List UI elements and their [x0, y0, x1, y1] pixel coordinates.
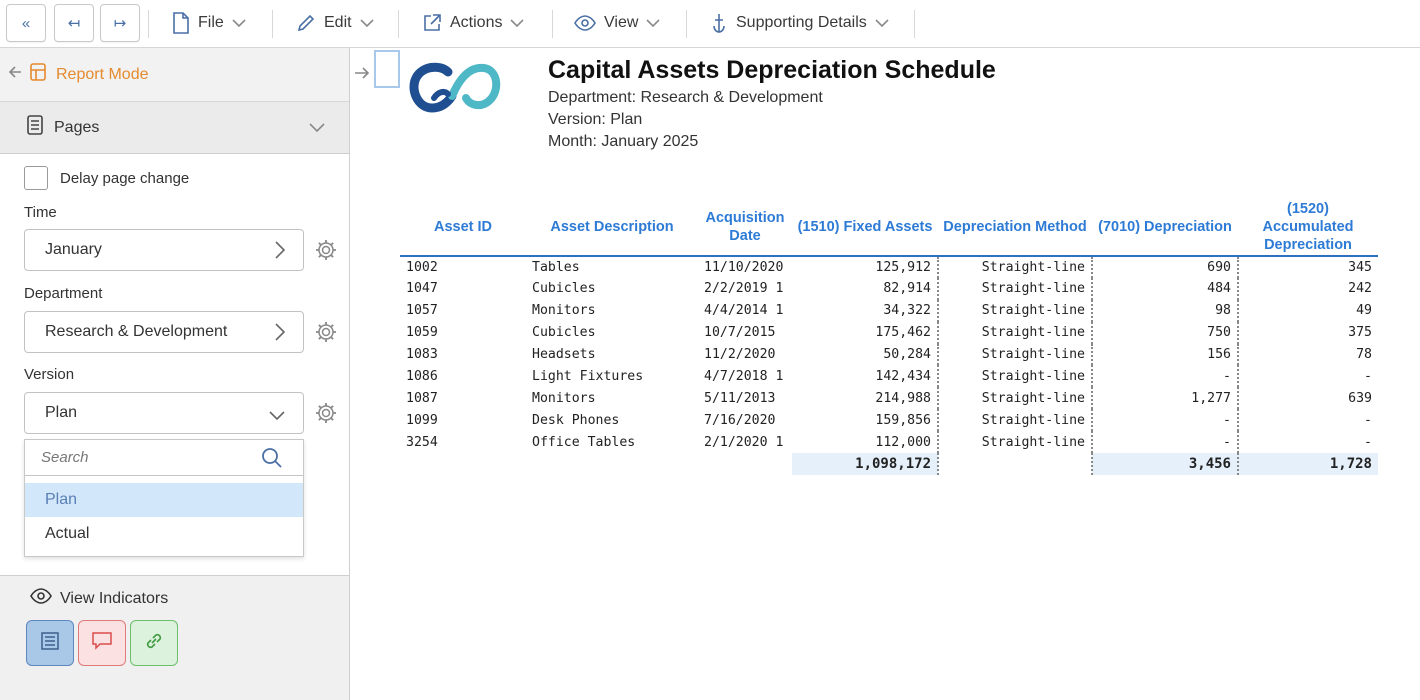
version-search-input[interactable] [25, 440, 303, 476]
version-label: Version [24, 366, 75, 383]
table-cell-desc[interactable]: Headsets [532, 347, 596, 362]
report-version-line: Version: Plan [548, 111, 643, 128]
empty-cell [400, 453, 526, 475]
chevron-down-icon [360, 19, 374, 28]
table-body [400, 256, 1378, 475]
view-indicators[interactable] [30, 588, 168, 609]
table-cell-desc[interactable]: Monitors [532, 390, 596, 406]
indicator-comments-toggle[interactable] [26, 620, 74, 666]
table-cell-accum[interactable]: 375 [1348, 325, 1372, 341]
external-link-icon [422, 13, 442, 33]
table-row[interactable] [400, 322, 1378, 344]
table-row[interactable] [400, 278, 1378, 300]
table-cell-date[interactable]: 5/11/2013 [704, 390, 776, 406]
version-value: Plan [45, 404, 78, 421]
pages-label: Pages [54, 118, 100, 136]
table-cell-method[interactable]: Straight-line [938, 344, 1092, 366]
department-label: Department [24, 285, 103, 302]
report-mode-label: Report Mode [56, 65, 149, 83]
table-cell-method[interactable]: Straight-line [938, 322, 1092, 344]
chevron-down-icon [646, 19, 660, 28]
total-accumulated-depreciation[interactable]: 1,728 [1238, 453, 1378, 475]
column-header: (1510) Fixed Assets [792, 198, 938, 256]
next-button[interactable] [100, 4, 140, 42]
table-cell-id[interactable]: 1057 [406, 303, 438, 319]
time-selector[interactable] [24, 229, 304, 271]
table-cell-id[interactable]: 1002 [406, 259, 438, 275]
table-cell-method[interactable]: Straight-line [938, 256, 1092, 278]
table-cell-id[interactable]: 1047 [406, 281, 438, 297]
table-row[interactable] [400, 300, 1378, 322]
table-cell-method[interactable]: Straight-line [938, 409, 1092, 431]
table-cell-accum[interactable]: - [1364, 434, 1372, 450]
table-cell-desc[interactable]: Cubicles [532, 325, 596, 341]
arrow-left-bar-icon: ↤ [67, 15, 81, 32]
eye-icon [574, 15, 596, 31]
table-cell-dep[interactable]: - [1092, 409, 1238, 431]
table-cell-desc[interactable]: Monitors [532, 303, 596, 319]
table-cell-accum[interactable]: - [1364, 412, 1372, 428]
menu-file-label: File [198, 14, 224, 31]
menu-supporting-details-label: Supporting Details [736, 14, 867, 31]
version-option-label: Plan [45, 491, 78, 508]
column-header: Acquisition Date [698, 198, 792, 256]
table-cell-date[interactable]: 7/16/2020 [704, 412, 776, 428]
chevron-right-icon [275, 323, 285, 346]
table-cell-method[interactable]: Straight-line [938, 278, 1092, 300]
empty-cell [698, 453, 792, 475]
arrow-right-bar-icon: ↦ [113, 15, 127, 32]
table-cell-dep[interactable]: 98 [1092, 300, 1238, 322]
empty-cell [938, 453, 1092, 475]
chevron-down-icon [875, 19, 889, 28]
collapse-all-button[interactable] [6, 4, 46, 42]
table-row[interactable] [400, 431, 1378, 453]
depreciation-table [400, 198, 1378, 475]
table-cell-date[interactable]: 2/2/2019 1 [704, 281, 784, 297]
table-cell-dep[interactable]: 156 [1092, 344, 1238, 366]
table-cell-dep[interactable]: 690 [1092, 256, 1238, 278]
table-cell-method[interactable]: Straight-line [938, 365, 1092, 387]
table-cell-method[interactable]: Straight-line [938, 431, 1092, 453]
table-cell-desc[interactable]: Light Fixtures [532, 368, 644, 384]
version-selector[interactable] [24, 392, 304, 434]
table-cell-date[interactable]: 2/1/2020 1 [704, 434, 784, 450]
column-header: Asset Description [526, 198, 698, 256]
table-cell-dep[interactable]: - [1092, 431, 1238, 453]
table-cell-id[interactable]: 1059 [406, 325, 438, 341]
table-row[interactable] [400, 387, 1378, 409]
table-cell-id[interactable]: 1087 [406, 390, 438, 406]
pages-icon [26, 114, 44, 141]
report-mode-icon [28, 62, 48, 87]
column-header: Depreciation Method [938, 198, 1092, 256]
pages-section-toggle[interactable] [0, 102, 349, 154]
table-cell-desc[interactable]: Office Tables [532, 434, 636, 450]
table-cell-fixed[interactable]: 142,434 [792, 365, 938, 387]
table-cell-id[interactable]: 1099 [406, 412, 438, 428]
anchor-icon [710, 12, 728, 34]
table-cell-date[interactable]: 10/7/2015 [704, 325, 776, 341]
indicator-notes-toggle[interactable] [78, 620, 126, 666]
back-arrow-icon[interactable] [8, 65, 22, 84]
menu-actions-label: Actions [450, 14, 503, 31]
table-cell-fixed[interactable]: 175,462 [792, 322, 938, 344]
department-settings-gear-icon[interactable] [314, 320, 338, 344]
table-cell-accum[interactable]: 242 [1348, 281, 1372, 297]
department-value: Research & Development [45, 323, 228, 340]
eye-icon [30, 588, 52, 609]
department-selector[interactable] [24, 311, 304, 353]
table-cell-method[interactable]: Straight-line [938, 387, 1092, 409]
table-cell-desc[interactable]: Tables [532, 259, 580, 275]
version-option-actual[interactable] [25, 517, 303, 551]
table-cell-desc[interactable]: Desk Phones [532, 412, 620, 428]
view-indicators-label: View Indicators [60, 589, 169, 607]
total-depreciation[interactable]: 3,456 [1092, 453, 1238, 475]
table-row[interactable] [400, 256, 1378, 278]
table-row[interactable] [400, 365, 1378, 387]
speech-bubble-icon [91, 631, 113, 656]
menu-view-label: View [604, 14, 639, 31]
menu-view[interactable] [574, 0, 660, 46]
version-dropdown [24, 439, 304, 557]
link-icon [143, 630, 165, 657]
chevron-down-icon [510, 19, 524, 28]
column-header: (7010) Depreciation [1092, 198, 1238, 256]
version-settings-gear-icon[interactable] [314, 401, 338, 425]
selected-cell-marker[interactable] [374, 50, 400, 88]
delay-page-change-label: Delay page change [60, 170, 190, 187]
delay-page-change-checkbox[interactable] [24, 166, 48, 190]
empty-cell [526, 453, 698, 475]
table-row[interactable] [400, 409, 1378, 431]
table-cell-fixed[interactable]: 159,856 [792, 409, 938, 431]
indicator-links-toggle[interactable] [130, 620, 178, 666]
time-label: Time [24, 204, 57, 221]
report-month-line: Month: January 2025 [548, 133, 699, 150]
chevron-right-icon [275, 241, 285, 264]
version-option-plan[interactable] [25, 483, 303, 517]
table-cell-fixed[interactable]: 112,000 [792, 431, 938, 453]
table-cell-dep[interactable]: 484 [1092, 278, 1238, 300]
table-cell-date[interactable]: 11/10/2020 [704, 259, 784, 275]
menu-edit[interactable] [296, 0, 374, 46]
time-value: January [45, 241, 102, 258]
table-cell-accum[interactable]: 639 [1348, 390, 1372, 406]
report-department-line: Department: Research & Development [548, 89, 823, 106]
column-header: (1520) Accumulated Depreciation [1238, 198, 1378, 256]
document-lines-icon [40, 631, 60, 656]
search-placeholder: Search [41, 449, 89, 466]
chevron-down-icon [269, 408, 285, 426]
table-cell-id[interactable]: 1086 [406, 368, 438, 384]
table-cell-fixed[interactable]: 34,322 [792, 300, 938, 322]
table-cell-method[interactable]: Straight-line [938, 300, 1092, 322]
table-header-row [400, 198, 1378, 256]
table-cell-id[interactable]: 1083 [406, 347, 438, 362]
table-cell-fixed[interactable]: 125,912 [792, 256, 938, 278]
report-canvas [374, 48, 1420, 700]
chevron-down-icon [309, 120, 325, 138]
table-cell-fixed[interactable]: 214,988 [792, 387, 938, 409]
toolbar [0, 0, 1420, 48]
menu-actions[interactable] [422, 0, 524, 46]
company-logo [408, 58, 504, 121]
time-settings-gear-icon[interactable] [314, 238, 338, 262]
menu-edit-label: Edit [324, 14, 352, 31]
left-panel [0, 48, 350, 700]
table-cell-accum[interactable]: 49 [1356, 303, 1372, 319]
report-title: Capital Assets Depreciation Schedule [548, 56, 996, 84]
table-cell-id[interactable]: 3254 [406, 434, 438, 450]
previous-button[interactable] [54, 4, 94, 42]
total-fixed-assets[interactable]: 1,098,172 [792, 453, 938, 475]
file-icon [172, 12, 190, 34]
table-cell-fixed[interactable]: 50,284 [792, 344, 938, 366]
table-cell-date[interactable]: 11/2/2020 [704, 347, 776, 362]
double-chevron-left-icon: « [21, 14, 31, 32]
version-option-label: Actual [45, 525, 90, 542]
menu-supporting-details[interactable] [710, 0, 889, 46]
pencil-icon [296, 13, 316, 33]
table-cell-desc[interactable]: Cubicles [532, 281, 596, 297]
menu-file[interactable] [172, 0, 246, 46]
table-cell-date[interactable]: 4/4/2014 1 [704, 303, 784, 319]
table-cell-accum[interactable]: 78 [1356, 347, 1372, 362]
table-cell-accum[interactable]: - [1364, 368, 1372, 384]
table-cell-dep[interactable]: - [1092, 365, 1238, 387]
table-cell-date[interactable]: 4/7/2018 1 [704, 368, 784, 384]
chevron-down-icon [232, 19, 246, 28]
table-cell-accum[interactable]: 345 [1348, 259, 1372, 275]
column-header: Asset ID [400, 198, 526, 256]
table-cell-dep[interactable]: 750 [1092, 322, 1238, 344]
totals-row [400, 453, 1378, 475]
expand-panel-arrow-icon[interactable] [354, 66, 370, 85]
table-cell-fixed[interactable]: 82,914 [792, 278, 938, 300]
report-mode-header[interactable] [0, 48, 349, 102]
table-row[interactable] [400, 344, 1378, 366]
table-cell-dep[interactable]: 1,277 [1092, 387, 1238, 409]
